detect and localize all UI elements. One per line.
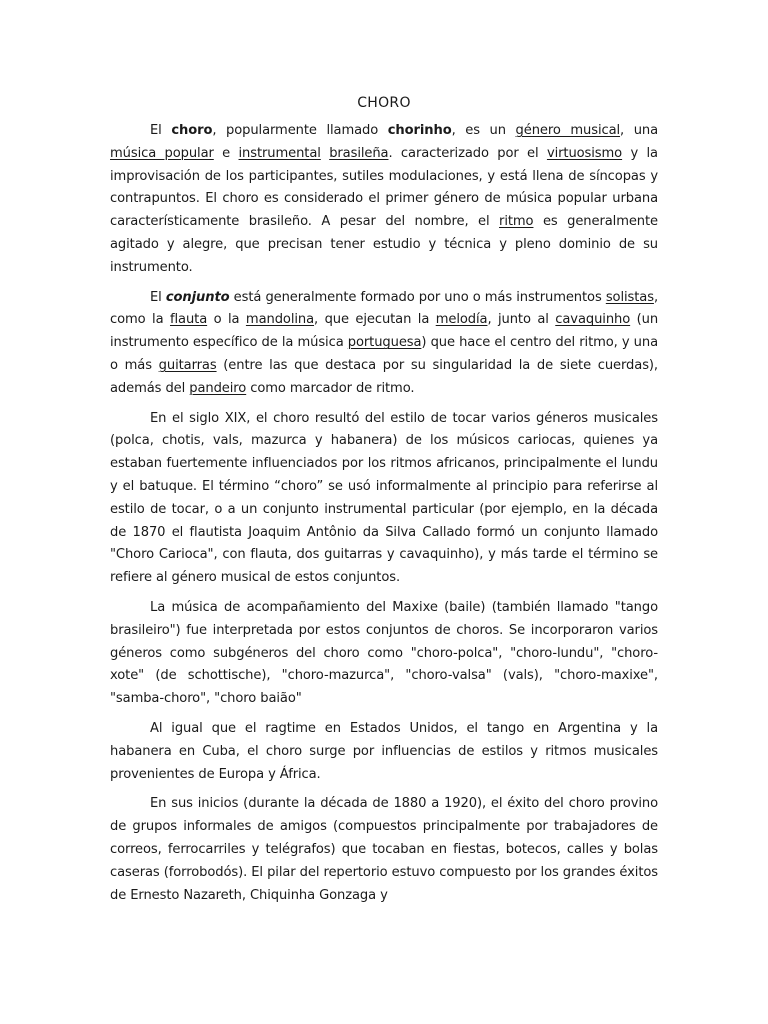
text-run: o la bbox=[207, 312, 246, 328]
wiki-link[interactable]: melodía bbox=[435, 312, 488, 328]
wiki-link[interactable]: virtuosismo bbox=[546, 145, 623, 161]
paragraph-2 bbox=[110, 287, 658, 401]
text-run: (entre las que destaca por su singularidad la de siete cuerdas), además del bbox=[110, 357, 658, 396]
wiki-link[interactable]: guitarras bbox=[158, 357, 217, 373]
text-run: es generalmente agitado y alegre, que precisan tener estudio y técnica y pleno dominio de su instrumento. bbox=[110, 214, 658, 275]
text-run: e bbox=[213, 145, 239, 161]
wiki-link[interactable]: solistas bbox=[605, 289, 654, 305]
paragraph-6 bbox=[110, 793, 658, 907]
text-run: (un instrumento específico de la música bbox=[110, 312, 659, 351]
paragraph-1 bbox=[110, 120, 658, 280]
wiki-link[interactable]: género musical bbox=[515, 123, 621, 138]
bold-term: choro bbox=[171, 123, 213, 138]
text-run: El bbox=[150, 123, 172, 138]
wiki-link[interactable]: música popular bbox=[110, 145, 214, 161]
wiki-link[interactable]: portuguesa bbox=[347, 335, 422, 351]
bold-italic-term: conjunto bbox=[165, 289, 230, 305]
text-run: El bbox=[150, 289, 166, 305]
wiki-link[interactable]: mandolina bbox=[245, 312, 315, 328]
text-run: , que ejecutan la bbox=[314, 312, 436, 328]
paragraph-3 bbox=[110, 408, 658, 590]
paragraph-4 bbox=[110, 597, 658, 711]
wiki-link[interactable]: instrumental bbox=[238, 145, 321, 161]
wiki-link[interactable]: flauta bbox=[169, 312, 208, 328]
text-run: . caracterizado por el bbox=[388, 145, 547, 161]
text-run: , como la bbox=[110, 289, 658, 328]
text-run: , popularmente llamado bbox=[212, 123, 388, 138]
text-run: , junto al bbox=[487, 312, 556, 328]
wiki-link[interactable]: ritmo bbox=[499, 214, 534, 230]
text-run: ) que hace el centro del ritmo, y una o más bbox=[110, 335, 658, 373]
wiki-link[interactable]: brasileña bbox=[329, 145, 389, 161]
text-run: Al igual que el ragtime en Estados Unidos, el tango en Argentina y la habanera en Cuba, el choro surge por influencias de estilos y ritmos musicales provenientes de Europa y África. bbox=[110, 720, 658, 782]
text-run bbox=[321, 146, 329, 161]
document-body bbox=[110, 120, 658, 907]
text-run: y la improvisación de los participantes, sutiles modulaciones, y está llena de síncopas y contrapuntos. El choro es considerado el primer género de música popular urbana característicamente brasileño. A pesar del nombre, el bbox=[110, 145, 658, 230]
text-run: En el siglo XIX, el choro resultó del estilo de tocar varios géneros musicales (polca, chotis, vals, mazurca y habanera) de los músicos cariocas, quienes ya estaban fuertemente influenciados por los ritmos africanos, principalmente el lundu y el batuque. El término “choro” se usó informalmente al principio para referirse al estilo de tocar, o a un conjunto instrumental particular (por ejemplo, en la década de 1870 el flautista Joaquim Antônio da Silva Callado formó un conjunto llamado "Choro Carioca", con flauta, dos guitarras y cavaquinho), y más tarde el término se refiere al género musical de estos conjuntos. bbox=[110, 410, 658, 586]
text-run: , una bbox=[620, 123, 659, 138]
wiki-link[interactable]: cavaquinho bbox=[555, 312, 631, 328]
text-run: La música de acompañamiento del Maxixe (baile) (también llamado "tango brasileiro") fue interpretada por estos conjuntos de choros. Se incorporaron varios géneros como subgéneros del choro como "choro-polca", "choro-lundu", "choro-xote" (de schottische), "choro-mazurca", "choro-valsa" (vals), "choro-maxixe", "samba-choro", "choro baião" bbox=[110, 599, 658, 707]
wiki-link[interactable]: pandeiro bbox=[189, 380, 247, 396]
text-run: está generalmente formado por uno o más instrumentos bbox=[229, 289, 606, 305]
paragraph-5 bbox=[110, 718, 658, 786]
bold-term: chorinho bbox=[387, 123, 452, 138]
text-run: , es un bbox=[451, 123, 516, 138]
text-run: En sus inicios (durante la década de 1880 a 1920), el éxito del choro provino de grupos informales de amigos (compuestos principalmente por trabajadores de correos, ferrocarriles y telégrafos) que tocaban en fiestas, botecos, calles y bolas caseras (forrobodós). El pilar del repertorio estuvo compuesto por los grandes éxitos de Ernesto Nazareth, Chiquinha Gonzaga y bbox=[110, 796, 658, 903]
text-run: como marcador de ritmo. bbox=[246, 380, 415, 396]
document-title: CHORO bbox=[357, 95, 411, 111]
